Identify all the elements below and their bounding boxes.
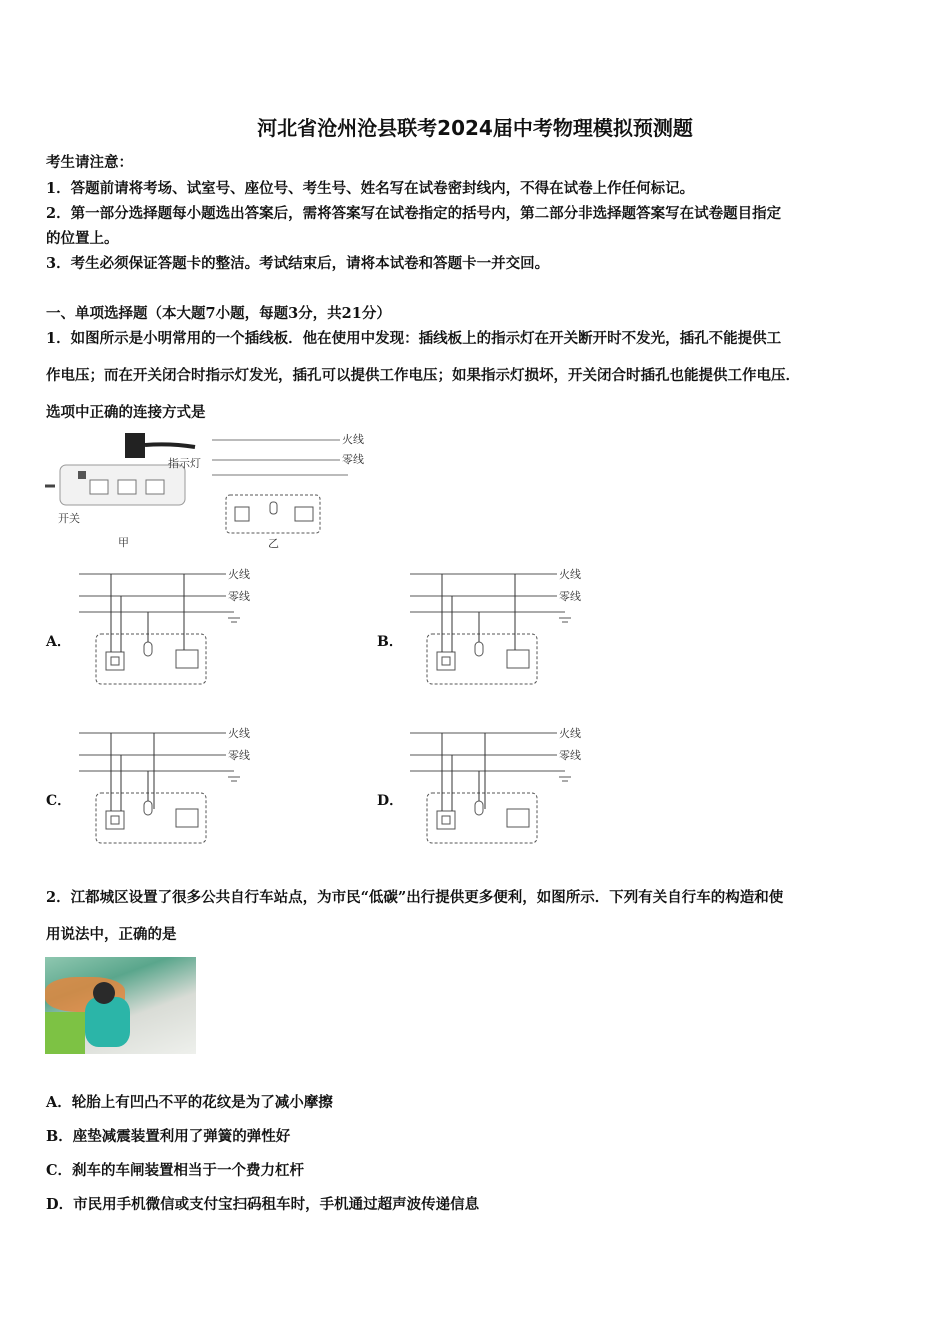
socket-icon <box>111 816 119 824</box>
socket-icon <box>106 652 124 670</box>
q2-text: 2．江都城区设置了很多公共自行车站点，为市民“低碳”出行提供更多便利，如图所示．下列有关自行车的构造和使 <box>46 889 784 906</box>
indicator-label: 指示灯 <box>168 457 201 470</box>
notice-item: 的位置上。 <box>46 230 119 247</box>
option-a-label[interactable]: A． <box>46 634 71 650</box>
neutral-wire-label: 零线 <box>559 749 581 762</box>
option-b-circuit <box>407 562 597 692</box>
q1-figure <box>40 425 380 555</box>
indicator-lamp-icon <box>144 642 152 656</box>
live-wire-label: 火线 <box>559 568 581 581</box>
live-wire-label: 火线 <box>228 568 250 581</box>
switch-icon <box>176 809 198 827</box>
indicator-lamp-icon <box>475 801 483 815</box>
q1-text: 1．如图所示是小明常用的一个插线板．他在使用中发现：插线板上的指示灯在开关断开时不发光，插孔不能提供工 <box>46 330 782 347</box>
page-title: 河北省沧州沧县联考2024届中考物理模拟预测题 <box>257 116 693 140</box>
strip-box <box>96 634 206 684</box>
indicator-lamp-icon <box>144 801 152 815</box>
switch-icon <box>176 650 198 668</box>
fig-b-label: 乙 <box>268 537 279 550</box>
indicator-lamp-icon <box>475 642 483 656</box>
strip-box <box>427 634 537 684</box>
neutral-wire-label: 零线 <box>228 749 250 762</box>
socket-icon <box>437 811 455 829</box>
live-wire-label: 火线 <box>342 433 364 446</box>
live-wire-label: 火线 <box>228 727 250 740</box>
option-a-circuit <box>76 562 266 692</box>
section-heading: 一、单项选择题（本大题7小题，每题3分，共21分） <box>46 305 391 322</box>
socket-icon <box>442 657 450 665</box>
q2-option-c[interactable]: C．刹车的车闸装置相当于一个费力杠杆 <box>46 1162 305 1179</box>
option-d-label[interactable]: D． <box>377 793 404 809</box>
q2-option-b[interactable]: B．座垫减震装置利用了弹簧的弹性好 <box>46 1128 291 1145</box>
switch-icon <box>507 650 529 668</box>
switch-label: 开关 <box>58 512 80 525</box>
neutral-wire-label: 零线 <box>342 453 364 466</box>
q1-text: 选项中正确的连接方式是 <box>46 404 206 421</box>
switch-icon <box>507 809 529 827</box>
socket-icon <box>106 811 124 829</box>
socket-icon <box>442 816 450 824</box>
notice-item: 3．考生必须保证答题卡的整洁。考试结束后，请将本试卷和答题卡一并交回。 <box>46 255 550 272</box>
option-d-circuit <box>407 721 597 851</box>
neutral-wire-label: 零线 <box>559 590 581 603</box>
q2-text: 用说法中，正确的是 <box>46 926 177 943</box>
option-c-label[interactable]: C． <box>46 793 72 809</box>
q2-option-d[interactable]: D．市民用手机微信或支付宝扫码租车时，手机通过超声波传递信息 <box>46 1196 480 1213</box>
strip-box <box>96 793 206 843</box>
socket-icon <box>437 652 455 670</box>
q2-option-a[interactable]: A．轮胎上有凹凸不平的花纹是为了减小摩擦 <box>46 1094 333 1111</box>
q1-text: 作电压；而在开关闭合时指示灯发光，插孔可以提供工作电压；如果指示灯损坏，开关闭合时插孔也能提供工作电压． <box>46 367 800 384</box>
strip-box <box>427 793 537 843</box>
notice-heading: 考生请注意： <box>46 154 133 171</box>
option-b-label[interactable]: B． <box>377 634 403 650</box>
bicycle-station-photo <box>45 957 196 1054</box>
live-wire-label: 火线 <box>559 727 581 740</box>
notice-item: 2．第一部分选择题每小题选出答案后，需将答案写在试卷指定的括号内，第二部分非选择题答案写在试卷题目指定 <box>46 205 782 222</box>
notice-item: 1．答题前请将考场、试室号、座位号、考生号、姓名写在试卷密封线内，不得在试卷上作任何标记。 <box>46 180 695 197</box>
fig-a-label: 甲 <box>118 536 129 549</box>
socket-icon <box>111 657 119 665</box>
neutral-wire-label: 零线 <box>228 590 250 603</box>
option-c-circuit <box>76 721 266 851</box>
